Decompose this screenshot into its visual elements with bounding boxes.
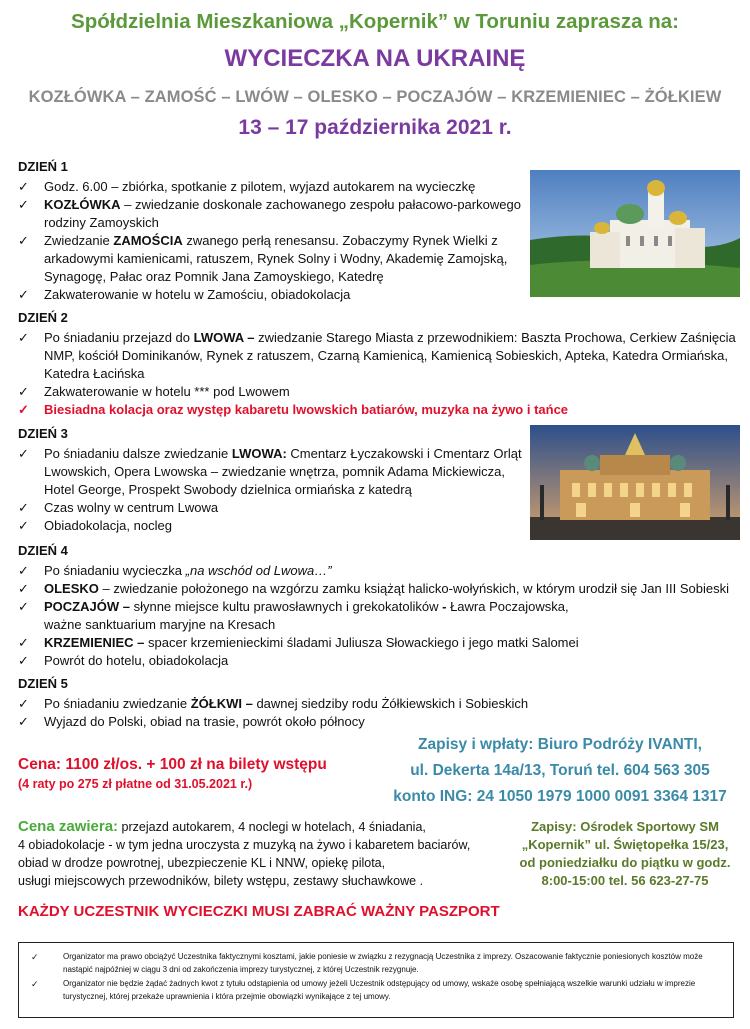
registration-account: konto ING: 24 1050 1979 1000 0091 3364 1317 xyxy=(393,788,727,805)
check-icon: ✓ xyxy=(18,696,29,711)
price: Cena: 1100 zł/os. + 100 zł na bilety wstępu xyxy=(18,756,327,773)
list-item: ✓ Po śniadaniu przejazd do LWOWA – zwiedzanie Starego Miasta z przewodnikiem: Baszta Prochowa, Cerkiew Zaśnięcia NMP, kościół Dominikanów, Rynek z ratuszem, Czarną Kamienicą, Kamienicą Sobieskich, Apteka, Katedra Ormiańska, Katedra Łacińska xyxy=(18,330,736,381)
day5-list xyxy=(18,695,740,731)
list-item: ✓ KRZEMIENIEC – spacer krzemienieckimi śladami Juliusza Słowackiego i jego matki Salomei xyxy=(18,635,579,650)
list-item: ✓ Organizator ma prawo obciążyć Uczestnika faktycznymi kosztami, jakie poniesie w związku z rezygnacją Uczestnika z imprezy. Oszacowanie faktycznie poniesionych kosztów może nastąpić najpóźniej w ciągu 3 dni od zakończenia imprezy turystycznej, z której Uczestnik rezygnuje. xyxy=(31,952,703,974)
check-icon: ✓ xyxy=(18,446,29,461)
list-item: ✓ Czas wolny w centrum Lwowa xyxy=(18,500,219,515)
price-includes-label: Cena zawiera: xyxy=(18,818,119,835)
header-organizer: Spółdzielnia Mieszkaniowa „Kopernik” w Toruniu zaprasza na: xyxy=(71,10,679,33)
registration-line1: Zapisy i wpłaty: Biuro Podróży IVANTI, xyxy=(418,736,702,753)
list-item: ✓ Powrót do hotelu, obiadokolacja xyxy=(18,653,229,668)
check-icon: ✓ xyxy=(18,384,29,399)
registration-line2: ul. Dekerta 14a/13, Toruń tel. 604 563 305 xyxy=(410,762,710,779)
price-includes: Cena zawiera: przejazd autokarem, 4 noclegi w hotelach, 4 śniadania, 4 obiadokolacje - w tym jedna uroczysta z muzyką na żywo i kabaretem baciarów, obiad w drodze powrotnej, ubezpieczenie KL i NNW, opiekę pilota, usługi miejscowych przewodników, bilety wstępu, zestawy słuchawkowe . xyxy=(18,818,471,888)
photo-poczajow-lavra xyxy=(530,170,740,297)
check-icon: ✓ xyxy=(18,653,29,668)
check-icon: ✓ xyxy=(18,179,29,194)
list-item: ✓ Biesiadna kolacja oraz występ kabaretu lwowskich batiarów, muzyka na żywo i tańce xyxy=(18,402,569,417)
day2-title: DZIEŃ 2 xyxy=(18,310,68,325)
terms-box xyxy=(18,942,734,1018)
route: KOZŁÓWKA – ZAMOŚĆ – LWÓW – OLESKO – POCZAJÓW – KRZEMIENIEC – ŻÓŁKIEW xyxy=(28,88,722,106)
day3-list xyxy=(18,445,528,535)
passport-notice: KAŻDY UCZESTNIK WYCIECZKI MUSI ZABRAĆ WAŻNY PASZPORT xyxy=(18,903,500,920)
photo-lviv-opera xyxy=(530,425,740,540)
check-icon: ✓ xyxy=(18,714,29,729)
check-icon: ✓ xyxy=(18,197,29,212)
check-icon: ✓ xyxy=(31,952,39,962)
list-item: ✓ Zakwaterowanie w hotelu w Zamościu, obiadokolacja xyxy=(18,287,351,302)
list-item: ✓ OLESKO – zwiedzanie położonego na wzgórzu zamku książąt halicko-wołyńskich, w którym urodził się Jan III Sobieski xyxy=(18,581,729,596)
day2-list xyxy=(18,329,740,419)
day4-title: DZIEŃ 4 xyxy=(18,543,68,558)
check-icon: ✓ xyxy=(18,233,29,248)
day1-list xyxy=(18,178,528,304)
list-item: ✓ Po śniadaniu dalsze zwiedzanie LWOWA: Cmentarz Łyczakowski i Cmentarz Orląt Lwowskich, Opera Lwowska – zwiedzanie wnętrza, pomnik Adama Mickiewicza, Hotel George, Prospekt Swobody dzielnica ormiańska z katedrą xyxy=(18,446,522,497)
list-item: ✓ Po śniadaniu wycieczka „na wschód od Lwowa…” xyxy=(18,563,332,578)
check-icon: ✓ xyxy=(18,402,29,417)
price-installments: (4 raty po 275 zł płatne od 31.05.2021 r.) xyxy=(18,777,253,791)
day3-title: DZIEŃ 3 xyxy=(18,426,68,441)
check-icon: ✓ xyxy=(18,581,29,596)
list-item: ✓ Godz. 6.00 – zbiórka, spotkanie z pilotem, wyjazd autokarem na wycieczkę xyxy=(18,179,476,194)
check-icon: ✓ xyxy=(18,518,29,533)
list-item: ✓ Wyjazd do Polski, obiad na trasie, powrót około północy xyxy=(18,714,365,729)
list-item: ✓ POCZAJÓW – słynne miejsce kultu prawosławnych i grekokatolików - Ławra Poczajowska, ważne sanktuarium maryjne na Kresach xyxy=(18,599,569,632)
check-icon: ✓ xyxy=(18,287,29,302)
check-icon: ✓ xyxy=(18,500,29,515)
check-icon: ✓ xyxy=(18,599,29,614)
trip-title: WYCIECZKA NA UKRAINĘ xyxy=(224,45,526,72)
day4-list xyxy=(18,562,740,670)
day1-title: DZIEŃ 1 xyxy=(18,159,68,174)
check-icon: ✓ xyxy=(18,635,29,650)
list-item: ✓ Organizator nie będzie żądać żadnych kwot z tytułu odstąpienia od umowy jeżeli Uczestnik odstępujący od umowy, wskaże osobę spełniającą wszelkie warunki udziału w imprezie turystycznej, której przekaże uprawnienia i która przejmie obowiązki wynikające z tej umowy. xyxy=(31,979,696,1001)
list-item: ✓ KOZŁÓWKA – zwiedzanie doskonale zachowanego zespołu pałacowo-parkowego rodziny Zamoyskich xyxy=(18,197,521,230)
check-icon: ✓ xyxy=(18,330,29,345)
check-icon: ✓ xyxy=(31,979,39,989)
day5-title: DZIEŃ 5 xyxy=(18,676,68,691)
sm-registration: Zapisy: Ośrodek Sportowy SM „Kopernik” ul. Świętopełka 15/23, od poniedziałku do piątku w godz. 8:00-15:00 tel. 56 623-27-75 xyxy=(519,819,731,888)
list-item: ✓ Obiadokolacja, nocleg xyxy=(18,518,172,533)
list-item: ✓ Zwiedzanie ZAMOŚCIA zwanego perłą renesansu. Zobaczymy Rynek Wielki z arkadowymi kamienicami, ratuszem, Rynek Solny i Wodny, Akademię Zamojską, Synagogę, Pałac oraz Pomnik Jana Zamoyskiego, Katedrę xyxy=(18,233,508,284)
check-icon: ✓ xyxy=(18,563,29,578)
trip-dates: 13 – 17 października 2021 r. xyxy=(238,116,512,139)
list-item: ✓ Zakwaterowanie w hotelu *** pod Lwowem xyxy=(18,384,290,399)
list-item: ✓ Po śniadaniu zwiedzanie ŻÓŁKWI – dawnej siedziby rodu Żółkiewskich i Sobieskich xyxy=(18,696,529,711)
